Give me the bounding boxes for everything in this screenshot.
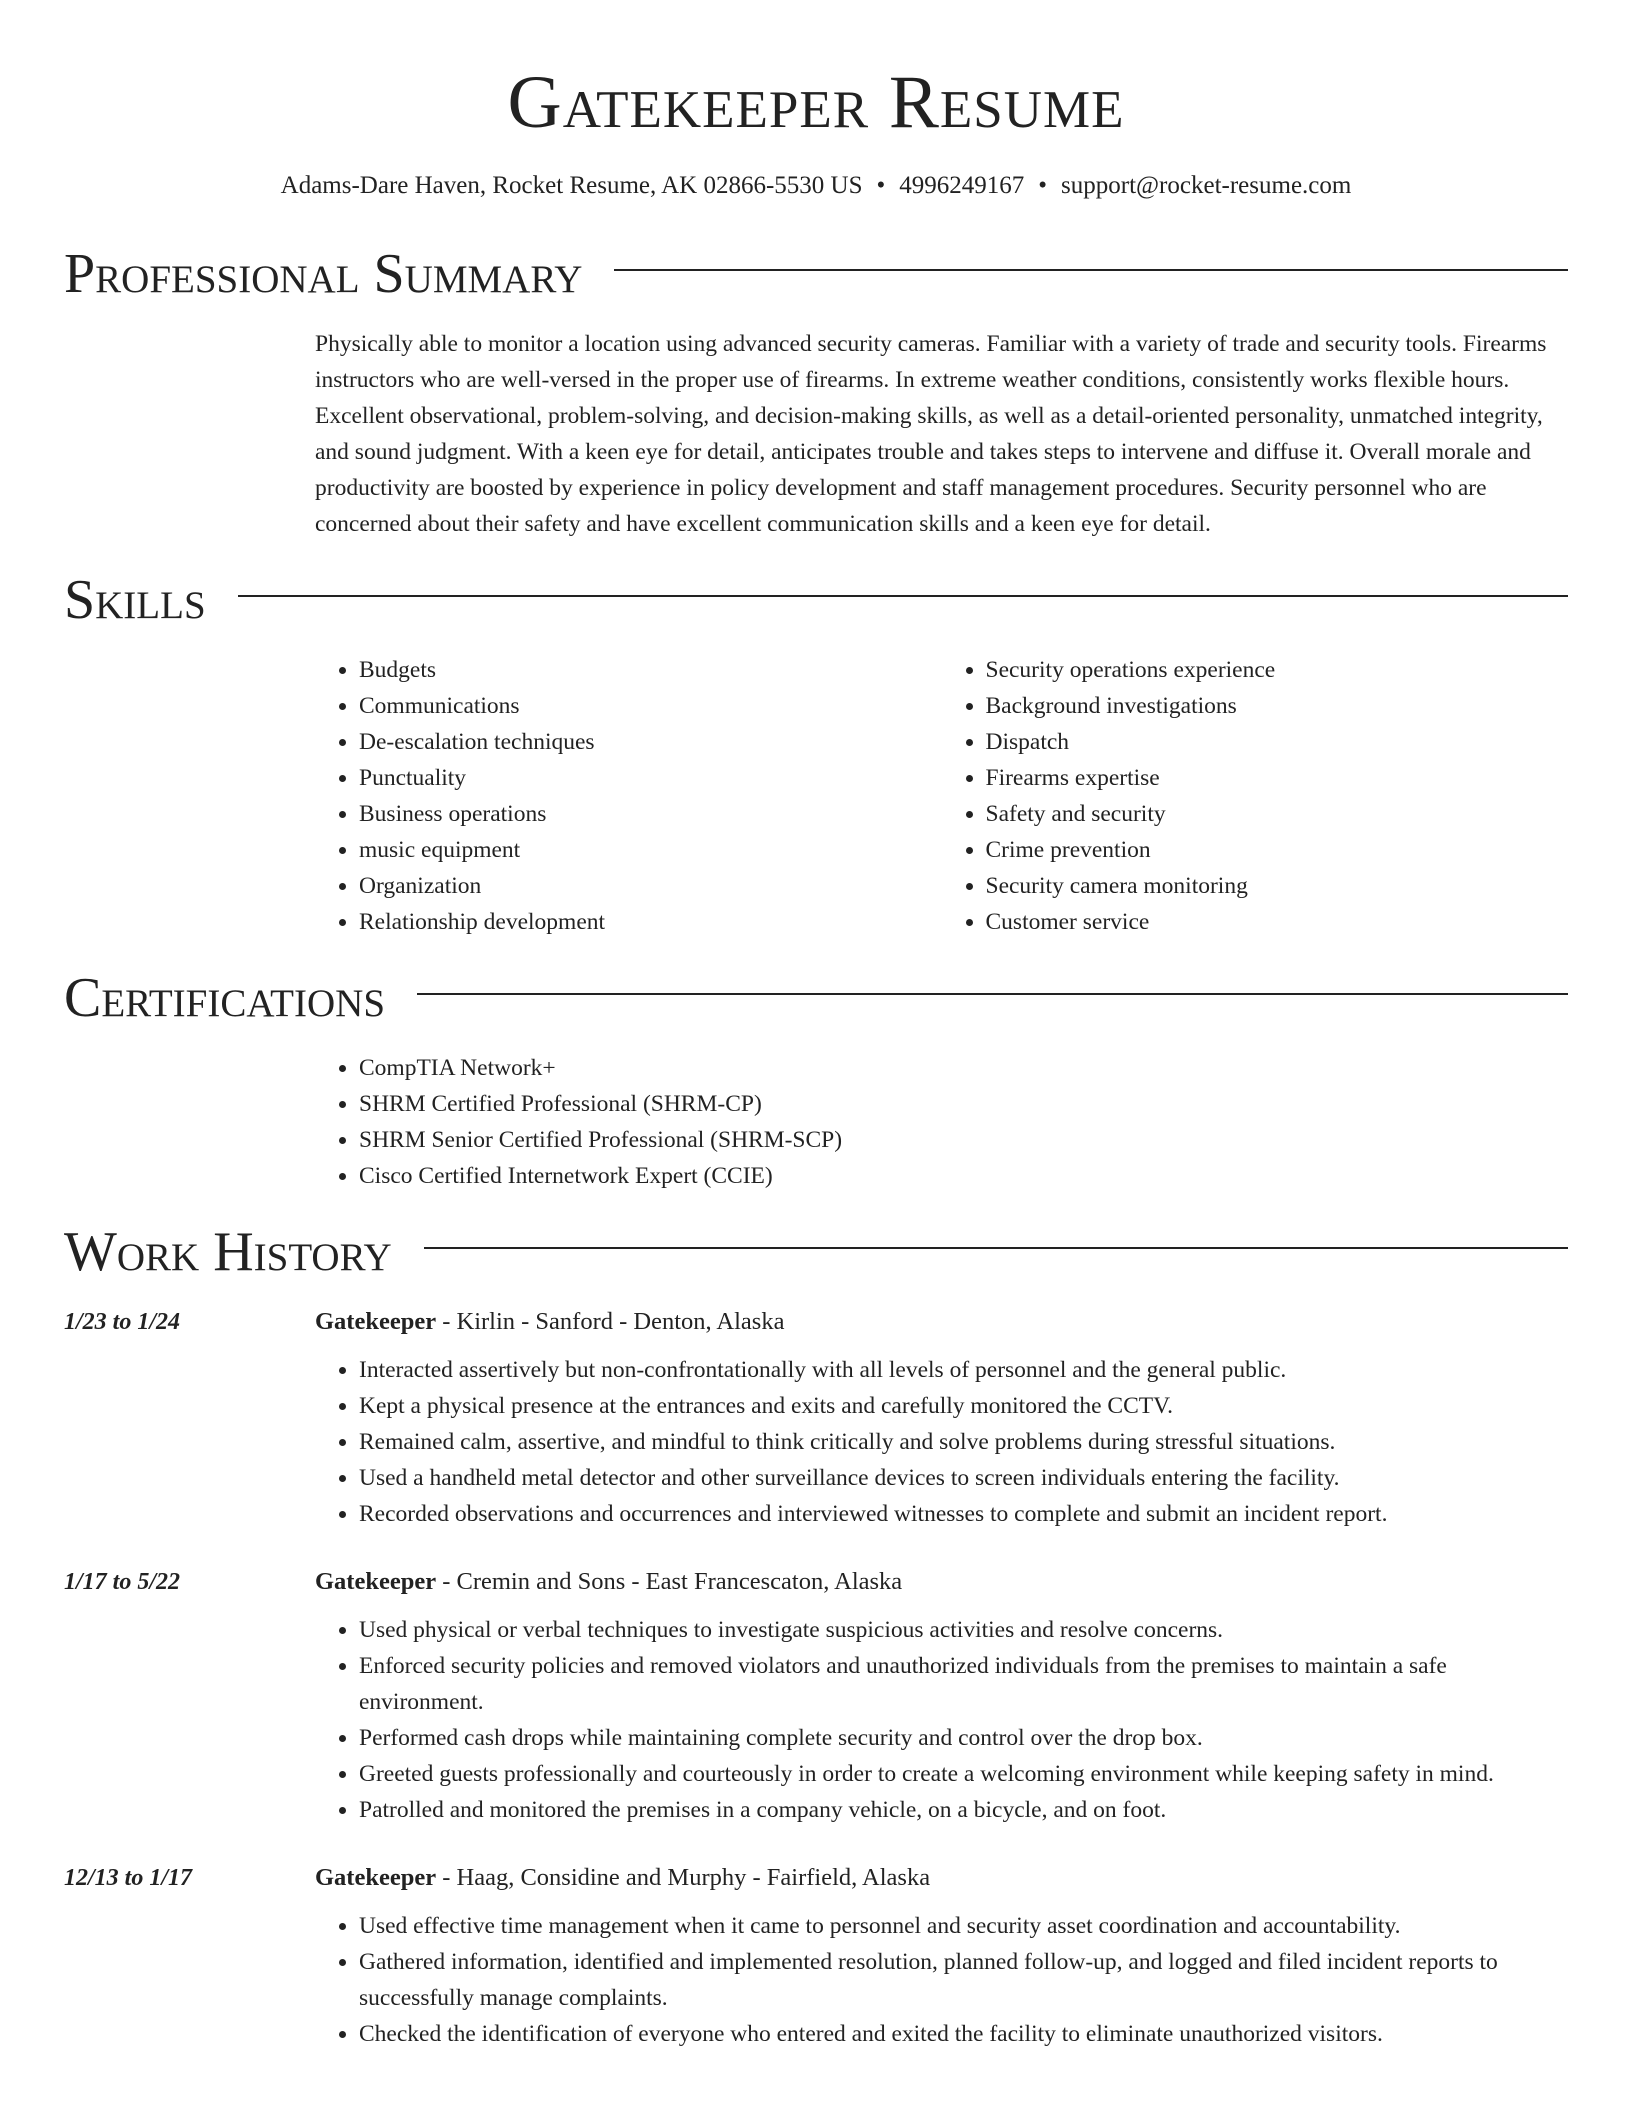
work-heading: Work History — [64, 1221, 392, 1283]
job-bullet: • Checked the identification of everyone who entered and exited the facility to eliminate unauthorized visitors. — [359, 2016, 1568, 2052]
summary-text: Physically able to monitor a location using advanced security cameras. Familiar with a variety of trade and security tools. Firearms instructors who are well-versed in the proper use of firearms. In extreme weather conditions, consistently works flexible hours. Excellent observational, problem-solving, and decision-making skills, as well as a detail-oriented personality, unmatched integrity, and sound judgment. With a keen eye for detail, anticipates trouble and takes steps to intervene and diffuse it. Overall morale and productivity are boosted by experience in policy development and staff management procedures. Security personnel who are concerned about their safety and have excellent communication skills and a keen eye for detail. — [315, 331, 1547, 537]
certification-item: • SHRM Certified Professional (SHRM-CP) — [359, 1086, 1568, 1122]
certifications-heading: Certifications — [64, 967, 386, 1029]
skill-item: • Organization — [359, 868, 942, 904]
job-title: Gatekeeper — [315, 1864, 437, 1891]
skill-item: • Crime prevention — [986, 832, 1569, 868]
contact-separator: • — [876, 172, 886, 199]
job-body — [315, 1302, 1568, 1532]
skill-item: • Security operations experience — [986, 652, 1569, 688]
skill-item: • Relationship development — [359, 904, 942, 940]
job-bullets — [315, 1908, 1568, 2052]
job-title: Gatekeeper — [315, 1308, 437, 1335]
skill-item: • Customer service — [986, 904, 1569, 940]
contact-line — [64, 168, 1568, 204]
certifications-list — [315, 1050, 1568, 1194]
summary-heading: Professional Summary — [64, 243, 583, 305]
job-bullet: • Used a handheld metal detector and other surveillance devices to screen individuals entering the facility. — [359, 1460, 1568, 1496]
skill-item: • Dispatch — [986, 724, 1569, 760]
job-bullet: • Recorded observations and occurrences and interviewed witnesses to complete and submit an incident report. — [359, 1496, 1568, 1532]
job-heading — [315, 1562, 1568, 1602]
certification-item: • Cisco Certified Internetwork Expert (CCIE) — [359, 1158, 1568, 1194]
skill-item: • Safety and security — [986, 796, 1569, 832]
skill-item: • Communications — [359, 688, 942, 724]
skills-heading: Skills — [64, 569, 206, 631]
section-divider — [614, 269, 1568, 271]
job-body — [315, 1562, 1568, 1828]
skills-column-left — [315, 652, 942, 940]
skill-item: • De-escalation techniques — [359, 724, 942, 760]
job-bullet: • Patrolled and monitored the premises in a company vehicle, on a bicycle, and on foot. — [359, 1792, 1568, 1828]
certifications-section-heading — [64, 966, 1568, 1030]
skill-item: • Budgets — [359, 652, 942, 688]
skills-column-right — [942, 652, 1569, 940]
skill-item: • Firearms expertise — [986, 760, 1569, 796]
job-bullet: • Remained calm, assertive, and mindful to think critically and solve problems during stressful situations. — [359, 1424, 1568, 1460]
summary-section-heading — [64, 242, 1568, 306]
job-bullet: • Kept a physical presence at the entrances and exits and carefully monitored the CCTV. — [359, 1388, 1568, 1424]
job-dates: 1/17 to 5/22 — [64, 1569, 181, 1595]
job-bullet: • Performed cash drops while maintaining complete security and control over the drop box. — [359, 1720, 1568, 1756]
certifications-items — [315, 1050, 1568, 1194]
skills-list — [315, 652, 1568, 940]
job-dates: 12/13 to 1/17 — [64, 1865, 193, 1891]
job-heading — [315, 1302, 1568, 1342]
job-employer-location: - Kirlin - Sanford - Denton, Alaska — [436, 1308, 785, 1335]
skill-item: • Security camera monitoring — [986, 868, 1569, 904]
job-body — [315, 1858, 1568, 2052]
resume-page — [64, 0, 1568, 2052]
contact-email: support@rocket-resume.com — [1061, 172, 1352, 199]
work-history-list — [64, 1302, 1568, 2052]
skills-section-heading — [64, 568, 1568, 632]
job-bullet: • Used effective time management when it came to personnel and security asset coordination and accountability. — [359, 1908, 1568, 1944]
skill-item: • music equipment — [359, 832, 942, 868]
job-bullet: • Enforced security policies and removed violators and unauthorized individuals from the premises to maintain a safe environment. — [359, 1648, 1568, 1720]
contact-separator: • — [1038, 172, 1048, 199]
certification-item: • SHRM Senior Certified Professional (SHRM-SCP) — [359, 1122, 1568, 1158]
job-entry — [64, 1302, 1568, 1532]
job-bullet: • Used physical or verbal techniques to investigate suspicious activities and resolve concerns. — [359, 1612, 1568, 1648]
skill-item: • Punctuality — [359, 760, 942, 796]
skill-item: • Background investigations — [986, 688, 1569, 724]
job-title: Gatekeeper — [315, 1568, 437, 1595]
contact-phone: 4996249167 — [899, 172, 1025, 199]
job-entry — [64, 1858, 1568, 2052]
certification-item: • CompTIA Network+ — [359, 1050, 1568, 1086]
job-bullet: • Gathered information, identified and implemented resolution, planned follow-up, and logged and filed incident reports to successfully manage complaints. — [359, 1944, 1568, 2016]
job-employer-location: - Cremin and Sons - East Francescaton, Alaska — [436, 1568, 903, 1595]
job-entry — [64, 1562, 1568, 1828]
job-bullet: • Greeted guests professionally and courteously in order to create a welcoming environment while keeping safety in mind. — [359, 1756, 1568, 1792]
section-divider — [238, 595, 1568, 597]
job-employer-location: - Haag, Considine and Murphy - Fairfield, Alaska — [436, 1864, 931, 1891]
resume-title: Gatekeeper Resume — [507, 61, 1125, 144]
job-bullets — [315, 1352, 1568, 1532]
job-heading — [315, 1858, 1568, 1898]
job-dates: 1/23 to 1/24 — [64, 1309, 181, 1335]
section-divider — [424, 1247, 1568, 1249]
job-bullet: • Interacted assertively but non-confrontationally with all levels of personnel and the general public. — [359, 1352, 1568, 1388]
work-section-heading — [64, 1220, 1568, 1284]
section-divider — [417, 993, 1568, 995]
contact-address: Adams-Dare Haven, Rocket Resume, AK 02866-5530 US — [280, 172, 863, 199]
skill-item: • Business operations — [359, 796, 942, 832]
job-bullets — [315, 1612, 1568, 1828]
